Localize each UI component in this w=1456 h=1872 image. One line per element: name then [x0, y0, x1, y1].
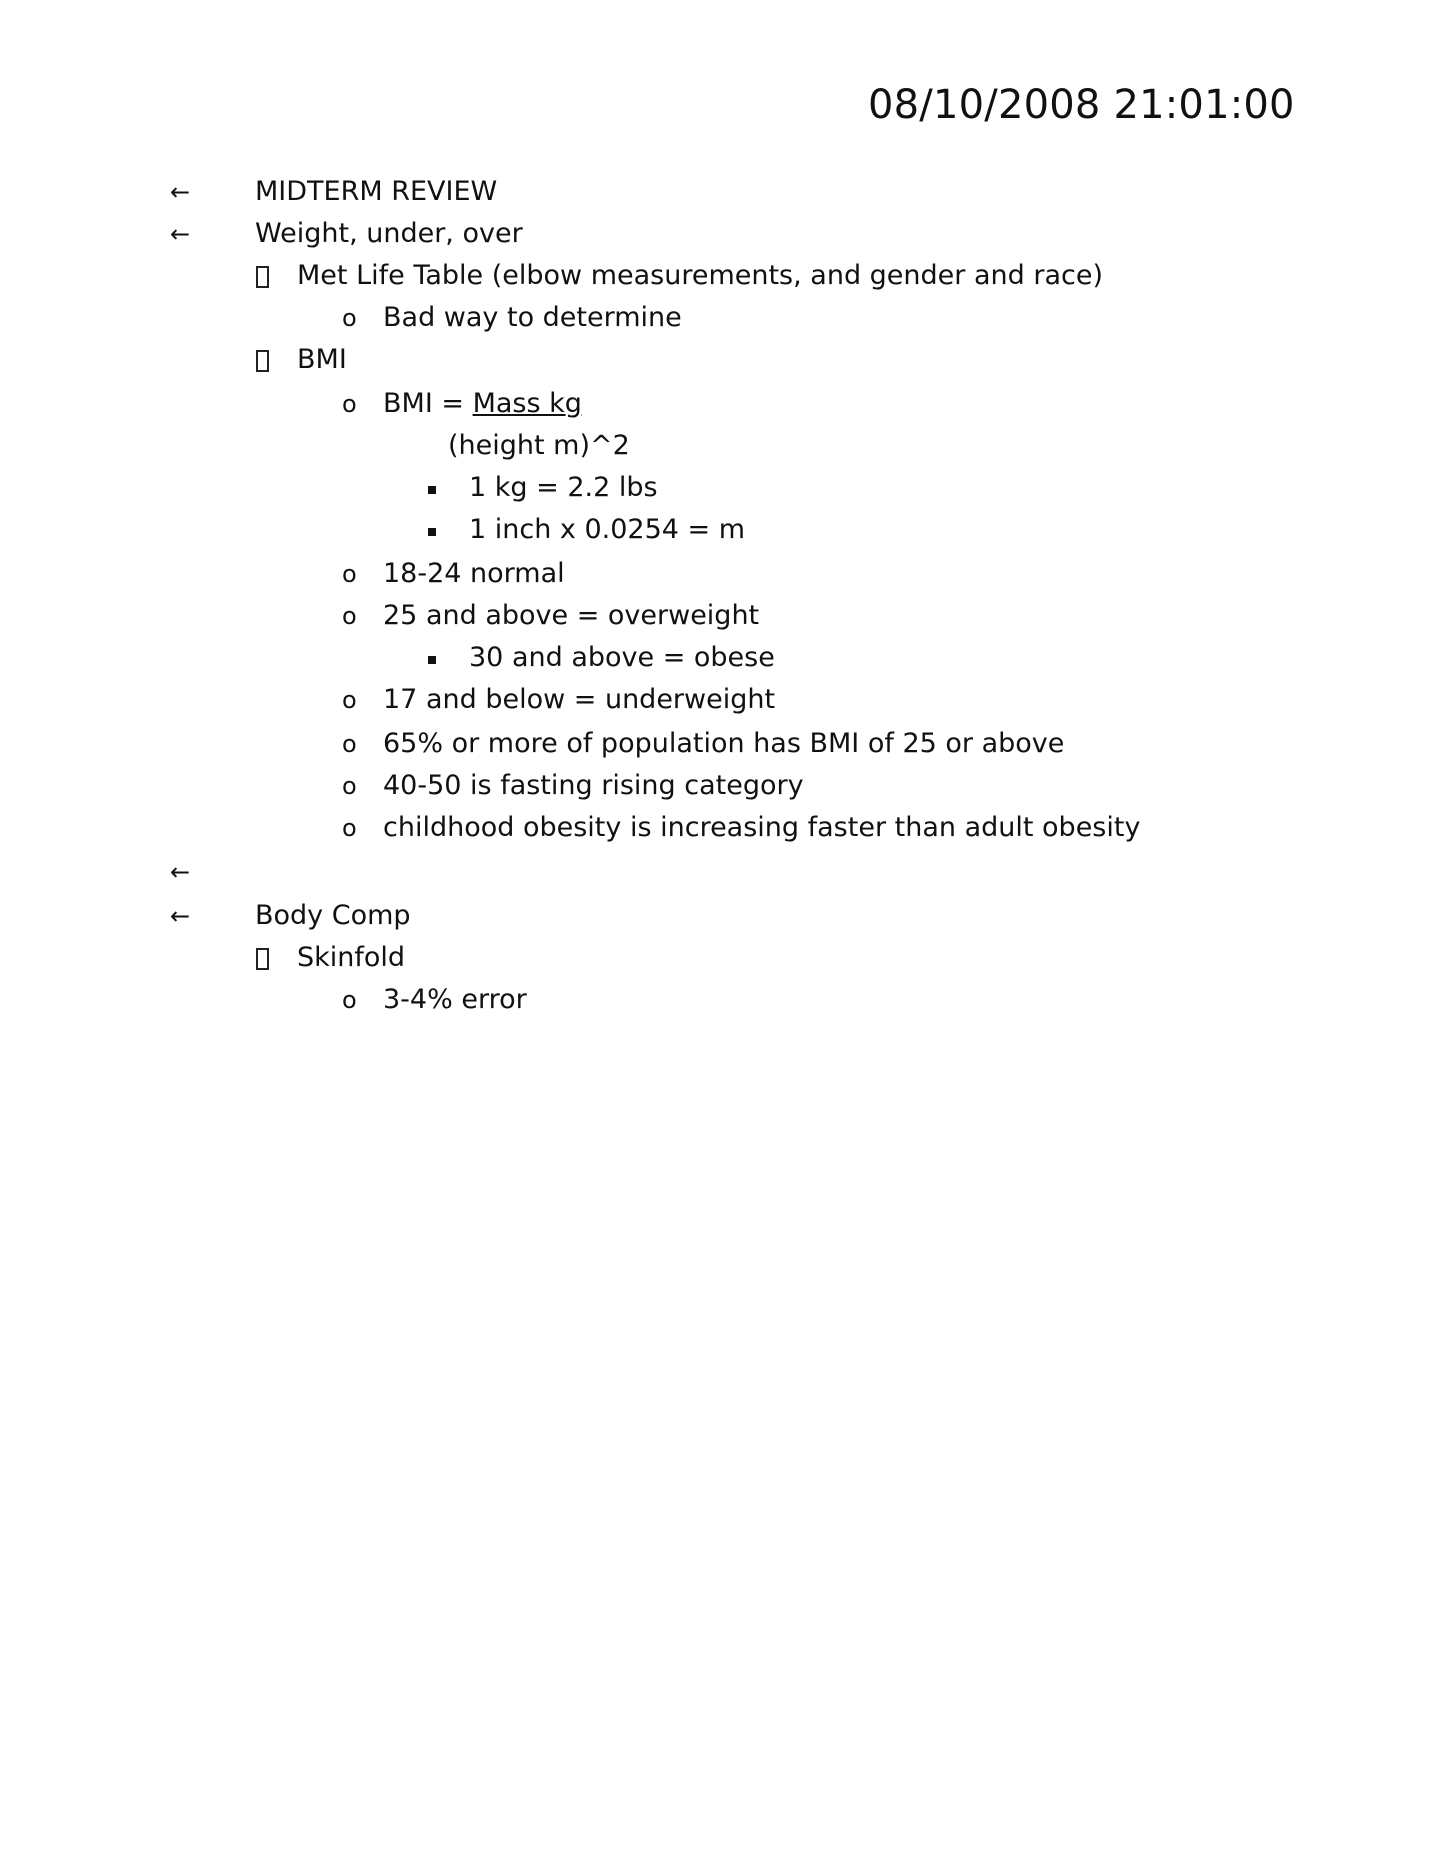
outline-item-text: Met Life Table (elbow measurements, and gender and race) [297, 260, 1103, 291]
outline-item-text: 18-24 normal [383, 558, 565, 589]
outline-item-text: 65% or more of population has BMI of 25 or above [383, 728, 1065, 759]
circle-bullet-icon: o [342, 772, 357, 800]
arrow-bullet-icon: ← [170, 178, 191, 206]
arrow-bullet-icon: ← [170, 902, 191, 930]
square-bullet-icon [428, 528, 436, 536]
document-timestamp: 08/10/2008 21:01:00 [868, 82, 1295, 128]
bmi-formula [383, 388, 582, 420]
outline-item-text: Weight, under, over [255, 218, 523, 249]
outline-item-text: 3-4% error [383, 984, 527, 1015]
bmi-formula-denominator: (height m)^2 [448, 430, 630, 461]
outline-item-text: BMI [297, 344, 347, 375]
square-bullet-icon [428, 656, 436, 664]
bmi-formula-numerator: Mass kg [472, 388, 582, 419]
circle-bullet-icon: o [342, 686, 357, 714]
circle-bullet-icon: o [342, 814, 357, 842]
outline-item-text: 40-50 is fasting rising category [383, 770, 804, 801]
circle-bullet-icon: o [342, 986, 357, 1014]
outline-item-text: 30 and above = obese [469, 642, 775, 673]
outline-item-text: MIDTERM REVIEW [255, 176, 498, 207]
outline-item-text: Skinfold [297, 942, 406, 973]
outline-item-text: Body Comp [255, 900, 411, 931]
circle-bullet-icon: o [342, 390, 357, 418]
box-bullet-icon [256, 350, 269, 372]
bmi-formula-prefix: BMI = [383, 388, 473, 419]
outline-item-text: 1 kg = 2.2 lbs [469, 472, 658, 503]
arrow-bullet-icon: ← [170, 858, 191, 886]
outline-item-text: 17 and below = underweight [383, 684, 776, 715]
arrow-bullet-icon: ← [170, 220, 191, 248]
circle-bullet-icon: o [342, 304, 357, 332]
outline-item-text: Bad way to determine [383, 302, 682, 333]
circle-bullet-icon: o [342, 602, 357, 630]
box-bullet-icon [256, 948, 269, 970]
outline-item-text: childhood obesity is increasing faster than adult obesity [383, 812, 1141, 843]
outline-item-text: 25 and above = overweight [383, 600, 760, 631]
circle-bullet-icon: o [342, 560, 357, 588]
square-bullet-icon [428, 486, 436, 494]
outline-item-text: 1 inch x 0.0254 = m [469, 514, 746, 545]
circle-bullet-icon: o [342, 730, 357, 758]
box-bullet-icon [256, 266, 269, 288]
